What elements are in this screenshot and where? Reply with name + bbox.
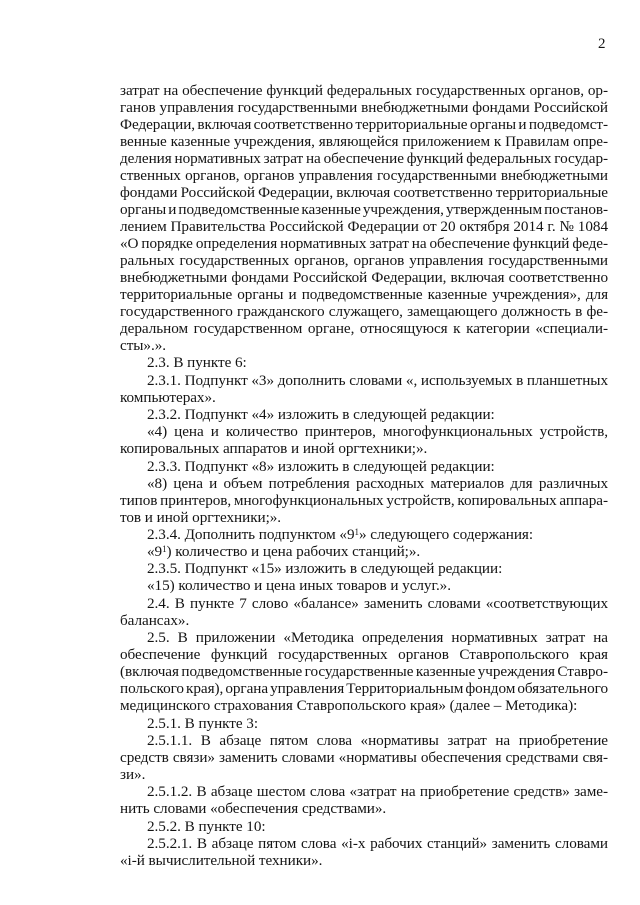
paragraph-line: нить словами «обеспечения средствами». [120,800,387,817]
paragraph-line: лением Правительства Российской Федерации от 20 октября 2014 г. № 1084 [120,218,608,235]
page-number: 2 [598,36,606,52]
paragraph-line: 2.3.4. Дополнить подпунктом «$9^1$» следующего содержания: [147,526,534,543]
paragraph-line: 2.5.1.2. В абзаце шестом слова «затрат на приобретение средств» заме- [147,783,608,800]
paragraph-line: обеспечение функций государственных органов Ставропольского края [120,646,608,663]
paragraph-line: зи». [120,766,146,783]
paragraph-line: государственного гражданского служащего, замещающего должность в фе- [120,303,608,320]
paragraph-line: копировальных аппаратов и иной оргтехники;». [120,440,428,457]
paragraph-line: 2.5.2. В пункте 10: [147,818,266,835]
paragraph-line: типов принтеров, многофункциональных устройств, копировальных аппара- [120,492,608,509]
paragraph-line: «4) цена и количество принтеров, многофункциональных устройств, [147,423,608,440]
paragraph-line: медицинского страхования Ставропольского края» (далее – Методика): [120,697,578,714]
paragraph-line: 2.3.2. Подпункт «4» изложить в следующей редакции: [147,406,495,423]
paragraph-line: 2.3.1. Подпункт «3» дополнить словами «, используемых в планшетных [147,372,608,389]
paragraph-line: «$9^1$) количество и цена рабочих станций;». [147,543,421,560]
paragraph-line: 2.4. В пункте 7 слово «балансе» заменить словами «соответствующих [147,595,608,612]
paragraph-line: балансах». [120,612,190,629]
paragraph-line: тов и иной оргтехники;». [120,509,282,526]
paragraph-line: сты».». [120,337,167,354]
paragraph-line: территориальные органы и подведомственные казенные учреждения», для [120,286,608,303]
paragraph-line: польского края), органа управления Территориальным фондом обязательного [120,680,608,697]
paragraph-line: затрат на обеспечение функций федеральных государственных органов, ор- [120,82,608,99]
paragraph-line: ганов управления государственными внебюджетными фондами Российской [120,99,608,116]
paragraph-line: деральном государственном органе, относящуюся к категории «специали- [120,320,608,337]
paragraph-line: ственных органов, органов управления государственными внебюджетными [120,167,608,184]
paragraph-line: 2.5.1. В пункте 3: [147,715,259,732]
paragraph-line: 2.3.3. Подпункт «8» изложить в следующей редакции: [147,458,495,475]
paragraph-line: (включая подведомственные государственные казенные учреждения Ставро- [120,663,608,680]
paragraph-line: внебюджетными фондами Российской Федерации, включая соответственно [120,269,608,286]
paragraph-line: венные казенные учреждения, являющейся приложением к Правилам опре- [120,133,608,150]
paragraph-line: 2.3.5. Подпункт «15» изложить в следующей редакции: [147,560,503,577]
paragraph-line: средств связи» заменить словами «нормативы обеспечения средствами свя- [120,749,608,766]
paragraph-line: «О порядке определения нормативных затрат на обеспечение функций феде- [120,235,608,252]
paragraph-line: ральных государственных органов, органов управления государственными [120,252,608,269]
superscript: 1 [162,544,167,554]
paragraph-line: 2.5. В приложении «Методика определения нормативных затрат на [147,629,608,646]
paragraph-line: 2.3. В пункте 6: [147,354,247,371]
paragraph-line: компьютерах». [120,389,216,406]
paragraph-line: деления нормативных затрат на обеспечение функций федеральных государ- [120,150,608,167]
paragraph-line: фондами Российской Федерации, включая соответственно территориальные [120,184,608,201]
paragraph-line: органы и подведомственные казенные учреждения, утвержденным постанов- [120,201,608,218]
paragraph-line: 2.5.1.1. В абзаце пятом слова «нормативы затрат на приобретение [147,732,608,749]
paragraph-line: 2.5.2.1. В абзаце пятом слова «i-х рабочих станций» заменить словами [147,835,608,852]
paragraph-line: «8) цена и объем потребления расходных материалов для различных [147,475,608,492]
paragraph-line: Федерации, включая соответственно территориальные органы и подведомст- [120,116,608,133]
paragraph-line: «i-й вычислительной техники». [120,852,323,869]
paragraph-line: «15) количество и цена иных товаров и услуг.». [147,577,451,594]
superscript: 1 [354,527,359,537]
